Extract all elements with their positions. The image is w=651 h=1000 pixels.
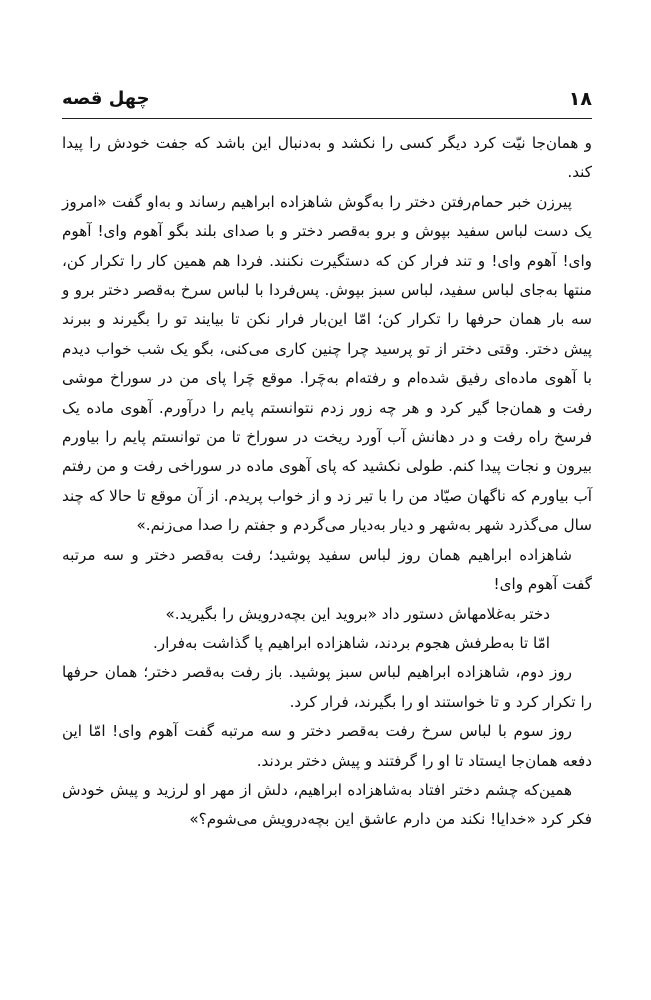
paragraph: روز سوم با لباس سرخ رفت به‌قصر دختر و سه مرتبه گفت آهوم وای! امّا این دفعه همان‌جا ایستاد تا او را گرفتند و پیش دختر بردند. <box>62 722 592 770</box>
paragraph: دختر به‌غلامهاش دستور داد «بروید این بچه‌درویش را بگیرید.» <box>165 604 550 623</box>
paragraph: امّا تا به‌طرفش هجوم بردند، شاهزاده ابراهیم پا گذاشت به‌فرار. <box>152 633 550 652</box>
paragraph: روز دوم، شاهزاده ابراهیم لباس سبز پوشید. باز رفت به‌قصر دختر؛ همان حرفها را تکرار کرد و تا خواستند او را بگیرند، فرار کرد. <box>62 663 592 711</box>
page-header <box>62 82 592 119</box>
paragraph: شاهزاده ابراهیم همان روز لباس سفید پوشید؛ رفت به‌قصر دختر و سه مرتبه گفت آهوم وای! <box>62 545 592 594</box>
paragraph: و همان‌جا نیّت کرد دیگر کسی را نکشد و به‌دنبال این باشد که جفت خودش را پیدا کند. <box>62 134 592 182</box>
book-page <box>62 82 592 962</box>
paragraph: همین‌که چشم دختر افتاد به‌شاهزاده ابراهیم، دلش از مهر او لرزید و پیش خودش فکر کرد «خدایا! نکند من دارم عاشق این بچه‌درویش می‌شوم؟» <box>62 780 592 829</box>
paragraph: پیرزن خبر حمام‌رفتن دختر را به‌گوش شاهزاده ابراهیم رساند و به‌او گفت «امروز یک دست لباس سفید بپوش و برو به‌قصر دختر و با صدای بلند بگو آهوم وای! آهوم وای! آهوم وای! و تند فرار کن که دستگیرت نکنند. فردا هم همین کار را تکرار کن، منتها به‌جای لباس سفید، لباس سبز بپوش. پس‌فردا با لباس سرخ به‌قصر دختر برو و سه بار همان حرفها را تکرار کن؛ امّا این‌بار فرار نکن تا بیایند تو را بگیرند و ببرند پیش دختر. وقتی دختر از تو پرسید چرا چنین کاری می‌کنی، بگو یک شب خواب دیدم با آهوی ماده‌ای رفیق شده‌ام و رفته‌ام به‌چَرا. موقع چَرا پای من در سوراخ موشی رفت و همان‌جا گیر کرد و هر چه زور زدم نتوانستم پایم را درآورم. آهوی ماده یک فرسخ راه رفت و در دهانش آب آورد ریخت در سوراخ تا من توانستم پایم را بیاورم بیرون و نجات پیدا کنم. طولی نکشید که پای آهوی ماده در سوراخی رفت و من رفتم آب بیاورم که ناگهان صیّاد من را با تیر زد و از خواب پریدم. از آن موقع تا حالا که چند سال می‌گذرد شهر به‌شهر و دیار به‌دیار می‌گردم و جفتم را صدا می‌زنم.» <box>62 192 592 535</box>
running-title: چهل قصه <box>62 88 150 109</box>
page-body <box>62 129 592 835</box>
page-number: ۱۸ <box>568 88 592 110</box>
